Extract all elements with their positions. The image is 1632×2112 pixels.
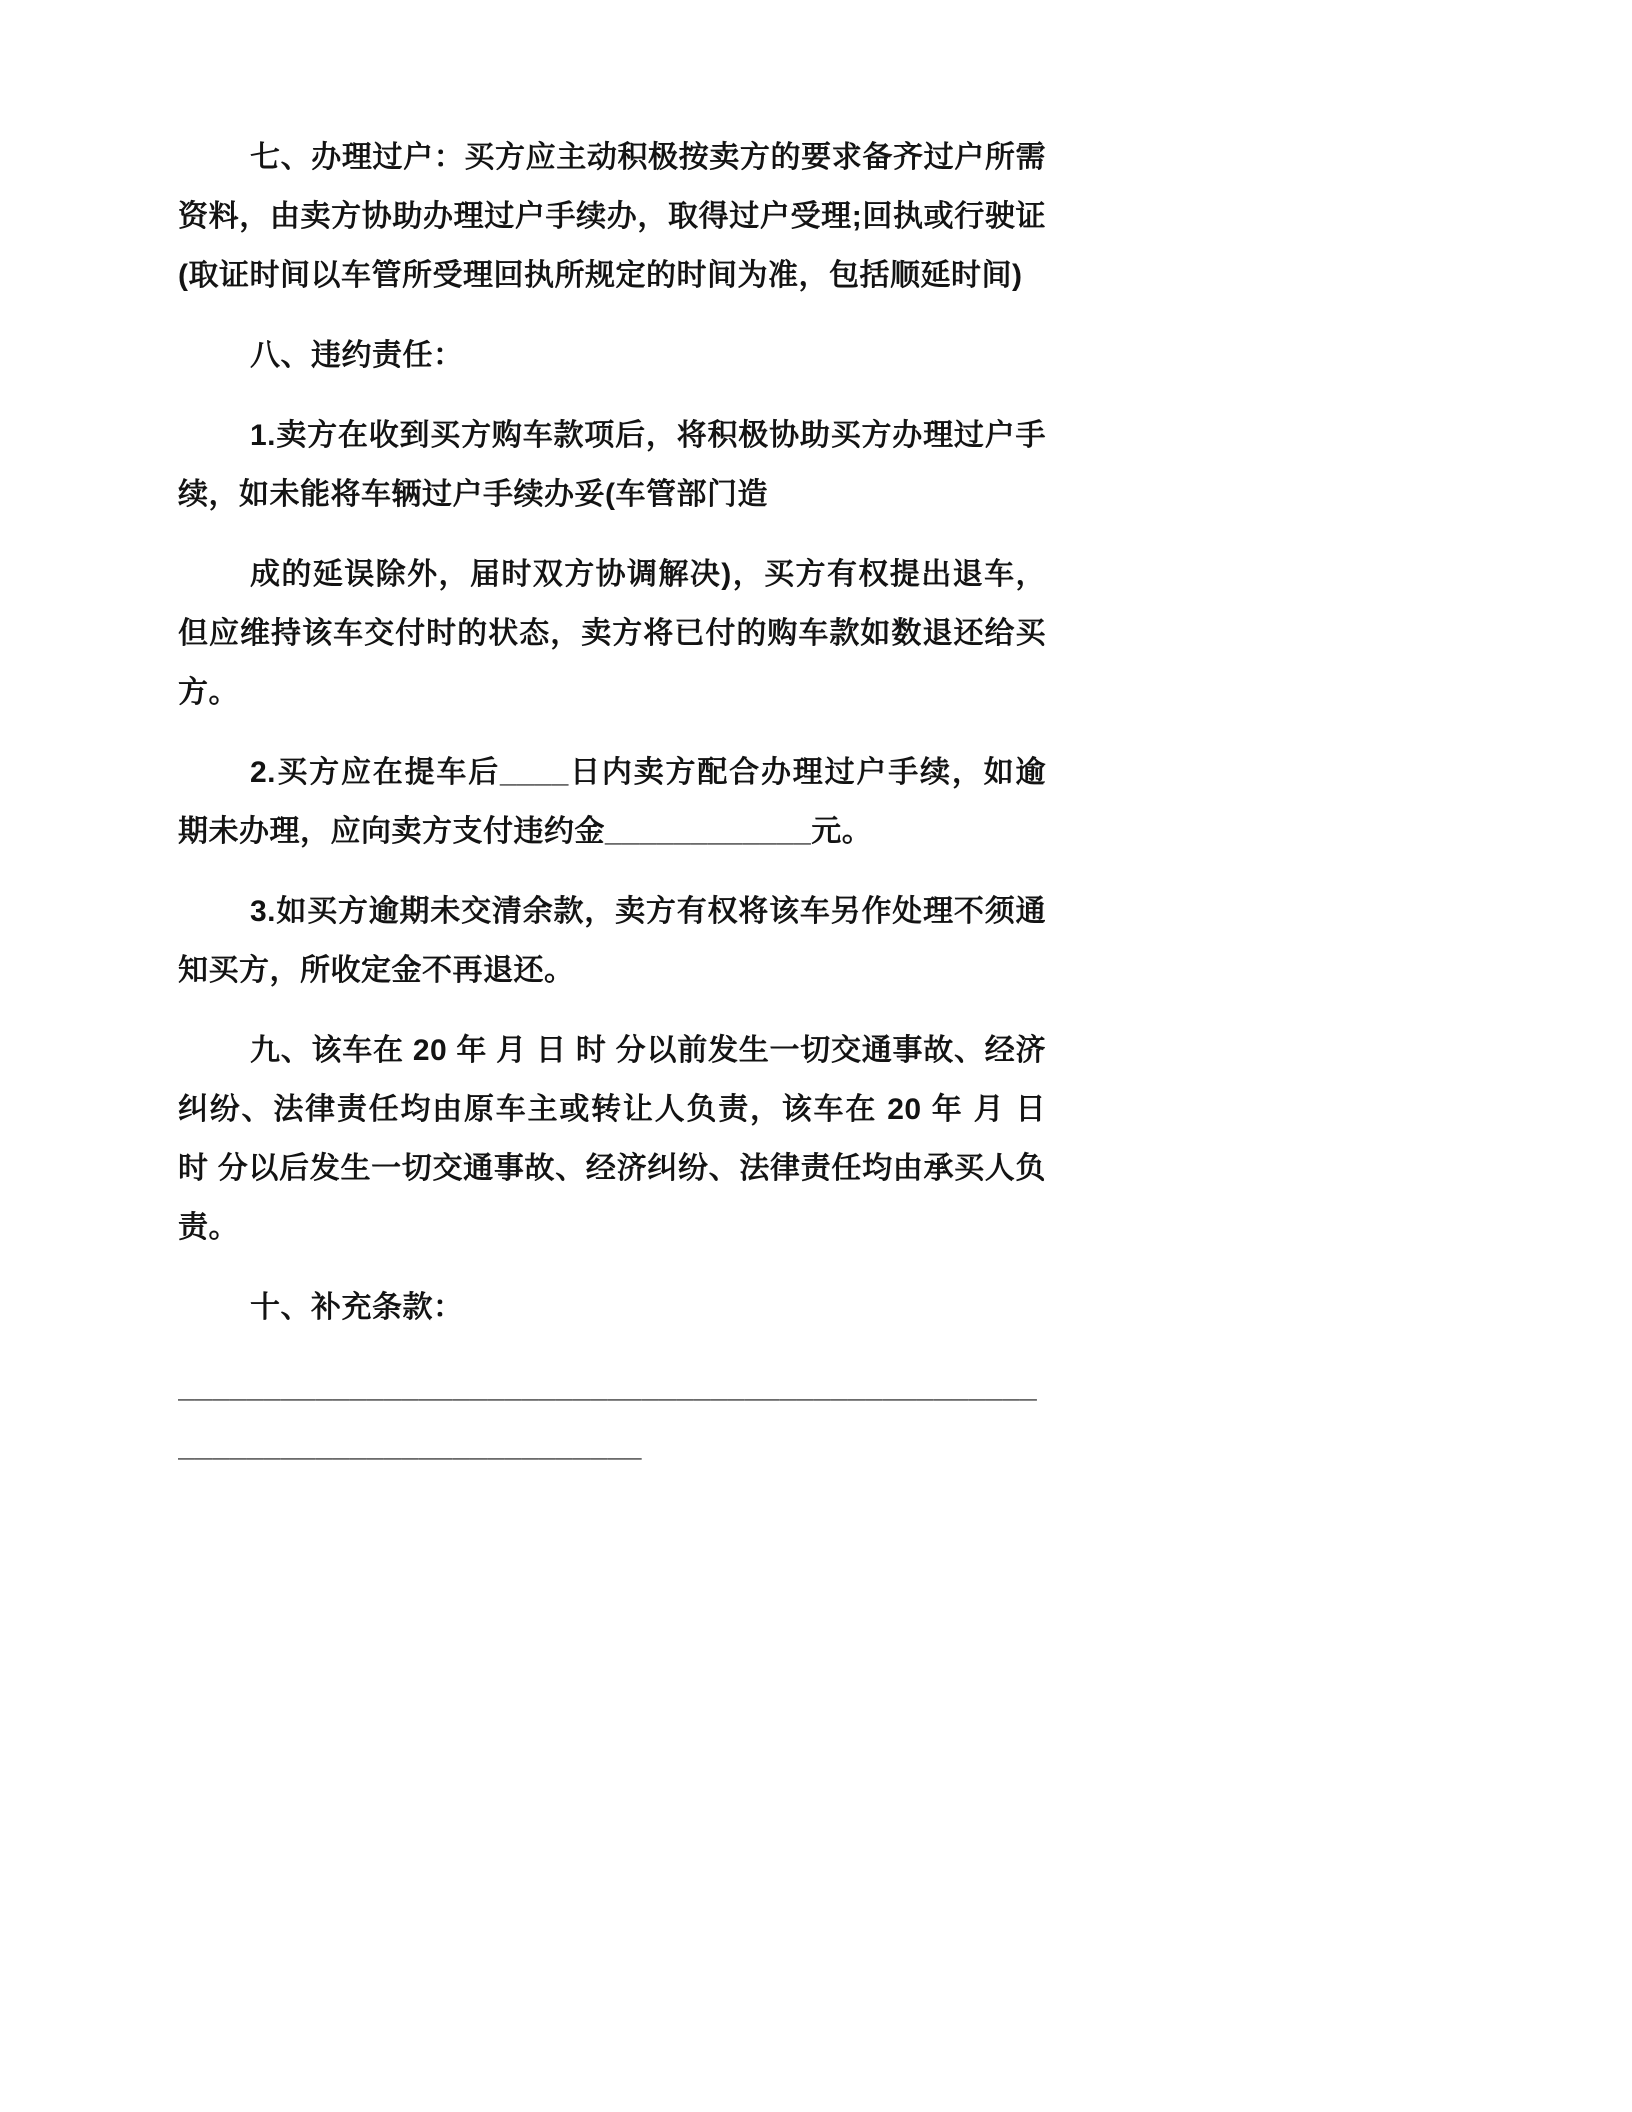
paragraph-clause-8-item-3: 3.如买方逾期未交清余款，卖方有权将该车另作处理不须通知买方，所收定金不再退还。 bbox=[178, 895, 1046, 987]
paragraph-clause-7: 七、办理过户：买方应主动积极按卖方的要求备齐过户所需资料，由卖方协助办理过户手续办，取得过户受理;回执或行驶证(取证时间以车管所受理回执所规定的时间为准，包括顺延时间) bbox=[178, 141, 1046, 292]
paragraph-clause-8-title: 八、违约责任： bbox=[250, 339, 464, 372]
paragraph-clause-10-title: 十、补充条款： bbox=[250, 1291, 464, 1324]
fill-in-blank-line-2: ___________________________ bbox=[178, 1430, 642, 1463]
paragraph-clause-9: 九、该车在 20 年 月 日 时 分以前发生一切交通事故、经济纠纷、法律责任均由原车主或转让人负责，该车在 20 年 月 日 时 分以后发生一切交通事故、经济纠纷、法律责任均由承买人负责。 bbox=[178, 1034, 1046, 1244]
fill-in-blank-line-1: __________________________________________________ bbox=[178, 1371, 1038, 1404]
paragraph-clause-8-item-2: 2.买方应在提车后____日内卖方配合办理过户手续，如逾期未办理，应向卖方支付违约金____________元。 bbox=[178, 756, 1046, 848]
paragraph-clause-8-item-1-continuation: 成的延误除外，届时双方协调解决)，买方有权提出退车，但应维持该车交付时的状态，卖方将已付的购车款如数退还给买方。 bbox=[178, 558, 1046, 709]
paragraph-clause-8-item-1: 1.卖方在收到买方购车款项后，将积极协助买方办理过户手续，如未能将车辆过户手续办妥(车管部门造 bbox=[178, 419, 1046, 511]
document-body bbox=[178, 128, 1046, 1476]
